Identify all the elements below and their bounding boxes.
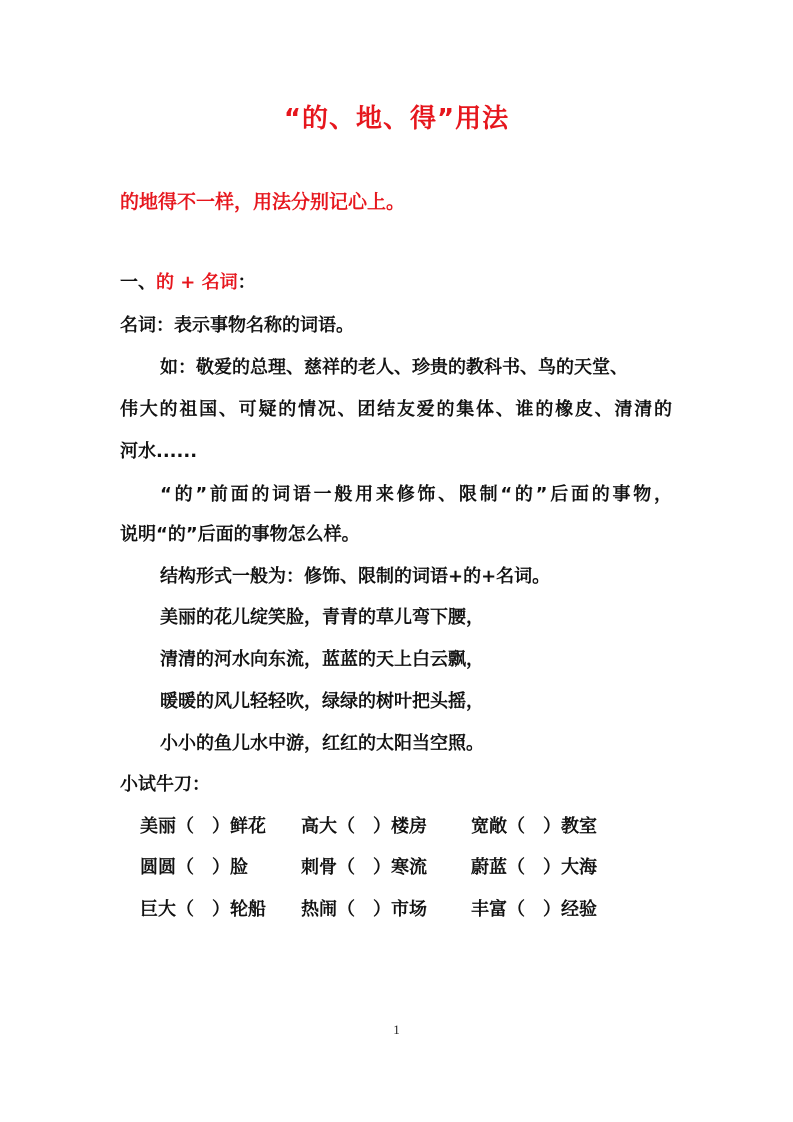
examples-line-2: 伟大的祖国、可疑的情况、团结友爱的集体、谁的橡皮、清清的 bbox=[120, 399, 672, 420]
explanation-line-2: 说明“的”后面的事物怎么样。 bbox=[120, 524, 360, 545]
document-title: “的、地、得”用法 bbox=[283, 104, 510, 134]
practice-item: 热闹（ ）市场 bbox=[301, 899, 427, 920]
practice-title: 小试牛刀： bbox=[120, 774, 210, 795]
subtitle: 的地得不一样，用法分别记心上。 bbox=[120, 191, 406, 213]
page-number: 1 bbox=[393, 1022, 400, 1037]
explanation-line-1: “的”前面的词语一般用来修饰、限制“的”后面的事物， bbox=[160, 484, 672, 505]
practice-item: 圆圆（ ）脸 bbox=[140, 857, 248, 878]
structure-rule: 结构形式一般为：修饰、限制的词语+的+名词。 bbox=[160, 566, 551, 587]
poem-line-3: 暖暖的风儿轻轻吹，绿绿的树叶把头摇， bbox=[160, 691, 484, 712]
practice-item: 蔚蓝（ ）大海 bbox=[471, 857, 597, 878]
section-heading bbox=[120, 271, 256, 295]
practice-item: 宽敞（ ）教室 bbox=[471, 816, 597, 837]
poem-line-4: 小小的鱼儿水中游，红红的太阳当空照。 bbox=[160, 733, 484, 754]
poem-line-1: 美丽的花儿绽笑脸，青青的草儿弯下腰， bbox=[160, 607, 484, 628]
section-title: 的 + 名词 bbox=[156, 272, 238, 293]
practice-item: 巨大（ ）轮船 bbox=[140, 899, 266, 920]
practice-item: 丰富（ ）经验 bbox=[471, 899, 597, 920]
noun-definition: 名词：表示事物名称的词语。 bbox=[120, 315, 354, 336]
practice-item: 刺骨（ ）寒流 bbox=[301, 857, 427, 878]
examples-line-1: 如：敬爱的总理、慈祥的老人、珍贵的教科书、鸟的天堂、 bbox=[160, 357, 628, 378]
examples-line-3: 河水...... bbox=[120, 441, 198, 462]
section-number: 一、 bbox=[120, 272, 156, 293]
practice-item: 美丽（ ）鲜花 bbox=[140, 816, 266, 837]
practice-item: 高大（ ）楼房 bbox=[301, 816, 427, 837]
section-colon: ： bbox=[237, 272, 256, 293]
poem-line-2: 清清的河水向东流，蓝蓝的天上白云飘， bbox=[160, 649, 484, 670]
